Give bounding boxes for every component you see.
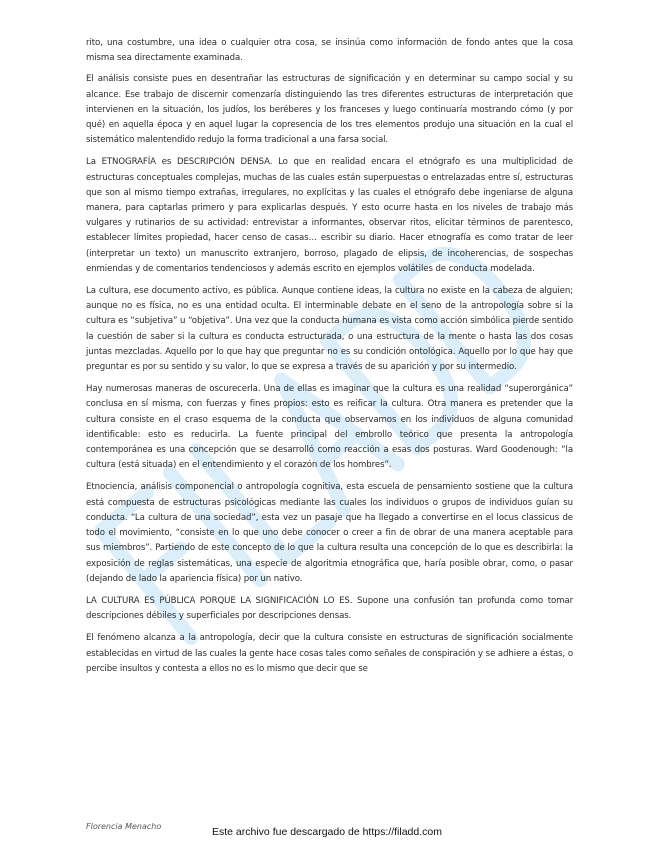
paragraph-2: El análisis consiste pues en desentrañar las estructuras de significación y en determinar su campo social y su alcance. Ese trabajo de discernir comenzaría distinguiendo las tres diferentes estructuras de interpretación que intervienen en la situación, los judíos, los beréberes y los franceses y luego continuaría mostrando cómo (y por qué) en aquella época y en aquel lugar la copresencia de los tres elementos produjo una situación en la cual el sistemático malentendido redujo la forma tradicional a una farsa social. (86, 74, 573, 146)
paragraph-5: Hay numerosas maneras de oscurecerla. Una de ellas es imaginar que la cultura es una realidad “superorgánica” conclusa en sí misma, con fuerzas y fines propios: esto es reificar la cultura. Otra manera es pretender que la cultura consiste en el craso esquema de la conducta que observamos en los individuos de alguna comunidad identificable: esto es reducirla. La fuente principal del embrollo teórico que presenta la antropología contemporánea es una concepción que se desarrolló como reacción a esas dos posturas. Ward Goodenough: “la cultura (está situada) en el entendimiento y el corazón de los hombres”. (86, 384, 573, 471)
paragraph-4: La cultura, ese documento activo, es pública. Aunque contiene ideas, la cultura no existe en la cabeza de alguien; aunque no es física, no es una entidad oculta. El interminable debate en el seno de la antropología sobre si la cultura es “subjetiva” u “objetiva”. Una vez que la conducta humana es vista como acción simbólica pierde sentido la cuestión de saber si la cultura es conducta estructurada, o una estructura de la mente o hasta las dos cosas juntas mezcladas. Aquello por lo que hay que preguntar no es su condición ontológica. Aquello por lo que hay que preguntar es por su sentido y su valor, lo que se expresa a través de su aparición y por su intermedio. (86, 286, 573, 373)
paragraph-7: LA CULTURA ES PÚBLICA PORQUE LA SIGNIFICACIÓN LO ES. Supone una confusión tan profunda como tomar descripciones débiles y superficiales por descripciones densas. (86, 595, 573, 622)
document-body (86, 36, 573, 684)
paragraph-3: La ETNOGRAFÍA es DESCRIPCIÓN DENSA. Lo que en realidad encara el etnógrafo es una multiplicidad de estructuras conceptuales complejas, muchas de las cuales están superpuestas o entrelazadas entre sí, estructuras que son al mismo tiempo extrañas, irregulares, no explícitas y las cuales el etnógrafo debe ingeniarse de alguna manera, para captarlas primero y para explicarlas después. Y esto ocurre hasta en los niveles de trabajo más vulgares y rutinarios de su actividad: entrevistar a informantes, observar ritos, elicitar términos de parentesco, establecer límites propiedad, hacer censo de casas… escribir su diario. Hacer etnografía es como tratar de leer (interpretar un texto) un manuscrito extranjero, borroso, plagado de elipsis, de incoherencias, de sospechas enmiendas y de comentarios tendenciosos y además escrito en ejemplos volátiles de conducta modelada. (86, 157, 573, 274)
footer-author: Florencia Menacho (86, 822, 162, 831)
paragraph-6: Etnociencia, análisis componencial o antropología cognitiva, esta escuela de pensamiento sostiene que la cultura está compuesta de estructuras psicológicas mediante las cuales los individuos o grupos de individuos guían su conducta. “La cultura de una sociedad”, esta vez un pasaje que ha llegado a convertirse en el locus classicus de todo el movimiento, “consiste en lo que uno debe conocer o creer a fin de obrar de una manera aceptable para sus miembros”. Partiendo de este concepto de lo que la cultura resulta una concepción de lo que es describirla: la exposición de reglas sistemáticas, una especie de algoritmia etnográfica que, haría posible obrar, como, o pasar (dejando de lado la apariencia física) por un nativo. (86, 482, 573, 584)
download-notice: Este archivo fue descargado de https://filadd.com (212, 826, 442, 838)
paragraph-8: El fenómeno alcanza a la antropología, decir que la cultura consiste en estructuras de significación socialmente establecidas en virtud de las cuales la gente hace cosas tales como señales de conspiración y se adhiere a éstas, o percibe insultos y contesta a ellos no es lo mismo que decir que se (86, 633, 573, 674)
paragraph-1: rito, una costumbre, una idea o cualquier otra cosa, se insinúa como información de fondo antes que la cosa misma sea directamente examinada. (86, 38, 573, 64)
